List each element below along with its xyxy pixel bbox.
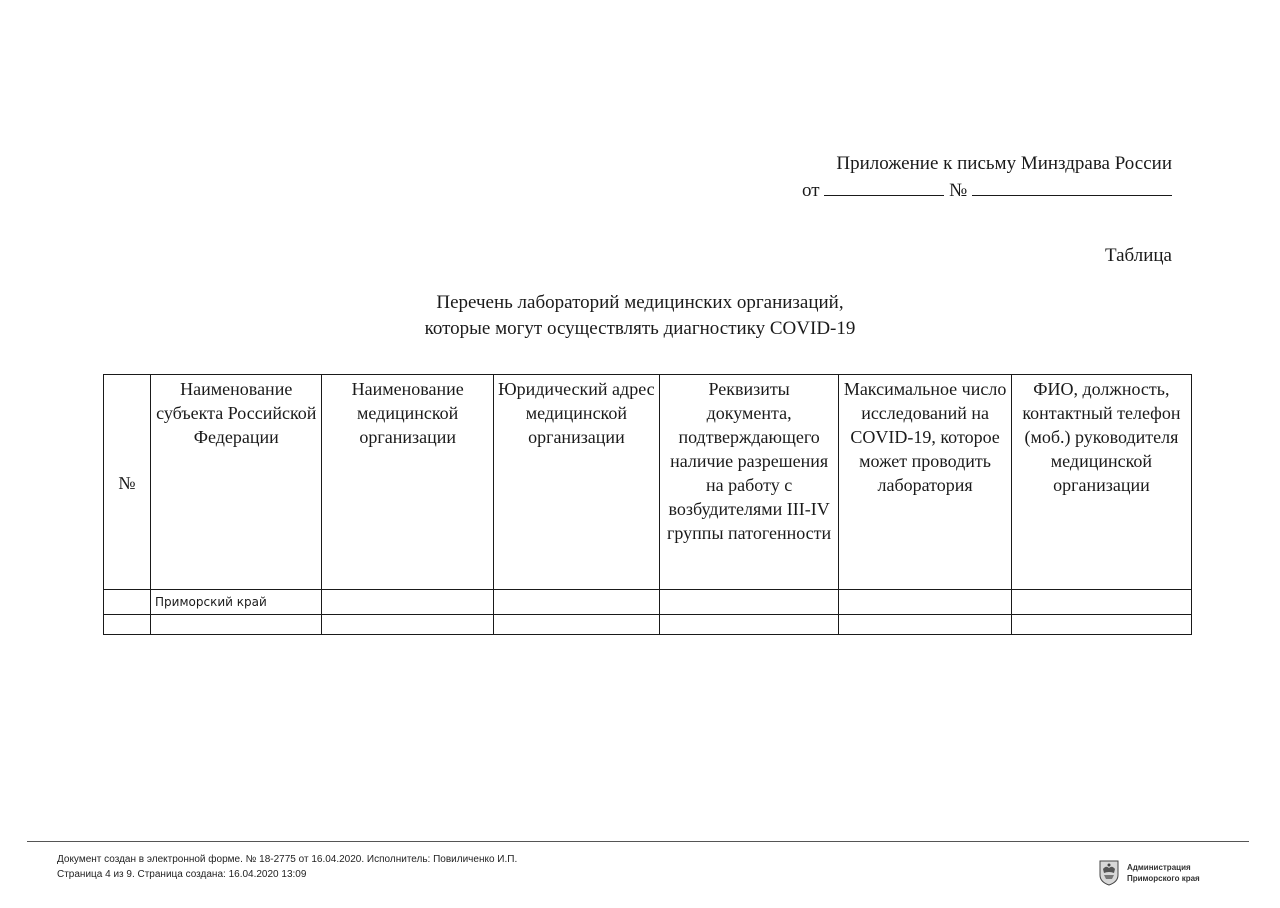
table-cell [1011, 615, 1191, 635]
admin-logo-block [1099, 860, 1200, 886]
table-cell [839, 615, 1011, 635]
title-line-2: которые могут осуществлять диагностику COVID-19 [424, 318, 856, 339]
coat-of-arms-icon [1099, 860, 1119, 886]
number-blank [972, 176, 1172, 196]
number-label: № [949, 180, 968, 201]
header-subject: Наименование субъекта Российской Федерации [151, 375, 322, 590]
table-header-row [104, 375, 1192, 590]
admin-line-2: Приморского края [1127, 874, 1200, 883]
header-number: № [104, 375, 151, 590]
table-row [104, 590, 1192, 615]
header-legal-address: Юридический адрес медицинской организации [493, 375, 659, 590]
table-cell [151, 615, 322, 635]
table-label: Таблица [1104, 245, 1172, 266]
appendix-header [802, 151, 1172, 203]
footer-info [57, 852, 517, 882]
footer-document-info: Документ создан в электронной форме. № 18-2775 от 16.04.2020. Исполнитель: Повиличенко И.П. [57, 854, 518, 865]
table-cell [493, 615, 659, 635]
table-row [104, 615, 1192, 635]
from-label: от [802, 180, 820, 201]
title-line-1: Перечень лабораторий медицинских организаций, [436, 292, 844, 313]
admin-name [1127, 862, 1200, 884]
laboratories-table [103, 374, 1192, 635]
table-cell [659, 590, 838, 615]
header-head-contact: ФИО, должность, контактный телефон (моб.) руководителя медицинской организации [1011, 375, 1191, 590]
table-cell [104, 590, 151, 615]
header-permit-details: Реквизиты документа, подтверждающего наличие разрешения на работу с возбудителями III-IV группы патогенности [659, 375, 838, 590]
table-cell [659, 615, 838, 635]
footer-page-info: Страница 4 из 9. Страница создана: 16.04.2020 13:09 [57, 869, 307, 880]
table-cell [1011, 590, 1191, 615]
header-max-tests: Максимальное число исследований на COVID-19, которое может проводить лаборатория [839, 375, 1011, 590]
appendix-date-number-line [802, 176, 1172, 203]
appendix-title: Приложение к письму Минздрава России [836, 153, 1172, 174]
table-cell [104, 615, 151, 635]
table-cell: Приморский край [151, 590, 322, 615]
header-organization: Наименование медицинской организации [322, 375, 493, 590]
admin-line-1: Администрация [1127, 863, 1191, 872]
document-title [0, 290, 1280, 342]
table-cell [322, 615, 493, 635]
date-blank [824, 176, 944, 196]
footer-divider [27, 841, 1249, 842]
table-cell [322, 590, 493, 615]
table-cell [493, 590, 659, 615]
table-cell [839, 590, 1011, 615]
